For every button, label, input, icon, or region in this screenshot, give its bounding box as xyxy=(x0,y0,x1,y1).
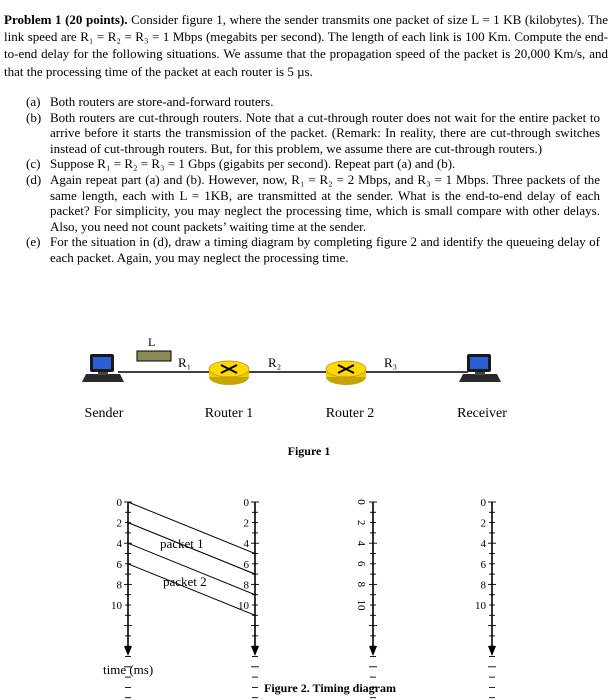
node-label-router-2: Router 2 xyxy=(325,406,375,421)
tick-label: 2 xyxy=(480,517,486,530)
link-label-r3: R₃ xyxy=(384,355,398,370)
tick-label: 0 xyxy=(116,497,122,509)
part-e xyxy=(0,234,600,265)
tick-label: 10 xyxy=(111,600,122,612)
part-b-label: (b) xyxy=(26,109,42,125)
part-e-text: For the situation in (d), draw a timing diagram by completing figure 2 and identify the queueing delay of each packet. Again, you may neglect the processing time. xyxy=(50,234,600,265)
tick-label: 8 xyxy=(480,579,486,592)
packet-2-label: packet 2 xyxy=(163,574,207,589)
packet-2-trailing-edge xyxy=(128,564,255,616)
tick-label: 4 xyxy=(480,538,486,551)
figure-1-caption: Figure 1 xyxy=(287,444,331,458)
tick-label: 6 xyxy=(116,558,122,571)
tick-label: 10 xyxy=(475,600,486,612)
time-arrow-router-1 xyxy=(251,646,259,656)
tick-label: 4 xyxy=(243,538,249,551)
node-label-sender: Sender xyxy=(84,406,124,421)
tick-label: 6 xyxy=(243,558,249,571)
tick-label: 6 xyxy=(355,561,367,567)
packet-box xyxy=(137,351,171,361)
part-c-text: Suppose R₁ = R₂ = R₃ = 1 Gbps (gigabits per second). Repeat part (a) and (b). xyxy=(50,156,456,172)
part-c xyxy=(0,156,600,172)
time-arrow-sender xyxy=(124,646,132,656)
link-label-r2: R₂ xyxy=(268,355,282,370)
node-label-router-1: Router 1 xyxy=(204,406,254,421)
tick-label: 10 xyxy=(238,600,249,612)
time-arrow-router-2 xyxy=(369,646,377,656)
timing-axes xyxy=(111,497,496,700)
tick-label: 8 xyxy=(116,579,122,592)
part-a-text: Both routers are store-and-forward routers. xyxy=(50,94,274,109)
part-b-text: Both routers are cut-through routers. Note that a cut-through router does not wait for the entire packet to arrive before it starts the transmission of the packet. (Remark: In reality, there are cut-through switches instead of cut-through routers. But, for this problem, we assume there are cut-through routers.) xyxy=(50,109,600,156)
part-e-label: (e) xyxy=(26,234,41,250)
figure-1 xyxy=(0,330,612,470)
tick-label: 4 xyxy=(116,538,122,551)
receiver-computer-icon xyxy=(459,354,501,382)
part-c-label: (c) xyxy=(26,156,41,172)
sender-computer-icon xyxy=(82,354,124,382)
time-arrow-receiver xyxy=(488,646,496,656)
packet-1-label: packet 1 xyxy=(160,536,204,551)
part-a xyxy=(0,94,600,110)
tick-label: 2 xyxy=(243,517,249,530)
tick-label: 0 xyxy=(355,499,367,505)
packet-transmissions xyxy=(128,502,255,615)
problem-title: Problem 1 (20 points). xyxy=(4,12,128,27)
tick-label: 8 xyxy=(355,581,367,588)
part-b xyxy=(0,110,600,157)
router-2-icon xyxy=(326,361,366,385)
problem-statement xyxy=(4,11,608,80)
time-axis-label: time (ms) xyxy=(103,662,154,677)
router-1-icon xyxy=(209,361,249,385)
tick-label: 4 xyxy=(355,540,367,546)
tick-label: 10 xyxy=(355,599,367,611)
part-d xyxy=(0,172,600,234)
part-a-label: (a) xyxy=(26,94,41,109)
tick-label: 2 xyxy=(355,519,367,526)
part-d-label: (d) xyxy=(26,171,42,187)
tick-label: 0 xyxy=(480,497,486,509)
tick-label: 8 xyxy=(243,579,249,592)
tick-label: 0 xyxy=(243,497,249,509)
figure-2 xyxy=(0,480,612,700)
figure-2-caption: Figure 2. Timing diagram xyxy=(263,681,397,695)
tick-label: 6 xyxy=(480,558,486,571)
packet-label: L xyxy=(148,335,156,349)
part-d-text: Again repeat part (a) and (b). However, now, R₁ = R₂ = 2 Mbps, and R₃ = 1 Mbps. Three packets of the same length, each with L = 1KB, are transmitted at the sender. What is the end-to-end delay of each packet? For simplicity, you may neglect the processing time, which is small compare with other delays. Also, you need not count packets’ waiting time at the sender. xyxy=(50,171,600,234)
problem-intro: Consider figure 1, where the sender transmits one packet of size L = 1 KB (kilobytes). The link speed are R₁ = R₂ = R₃ = 1 Mbps (megabits per second). The length of each link is 100 Km. Compute the end-to-end delay for the following situations. We assume that the propagation speed of the packet is 20,000 Km/s, and that the processing time of the packet at each router is 5 µs. xyxy=(4,12,609,79)
problem-parts xyxy=(0,94,600,266)
link-label-r1: R₁ xyxy=(178,355,192,370)
node-label-receiver: Receiver xyxy=(457,406,507,421)
tick-label: 2 xyxy=(116,517,122,530)
